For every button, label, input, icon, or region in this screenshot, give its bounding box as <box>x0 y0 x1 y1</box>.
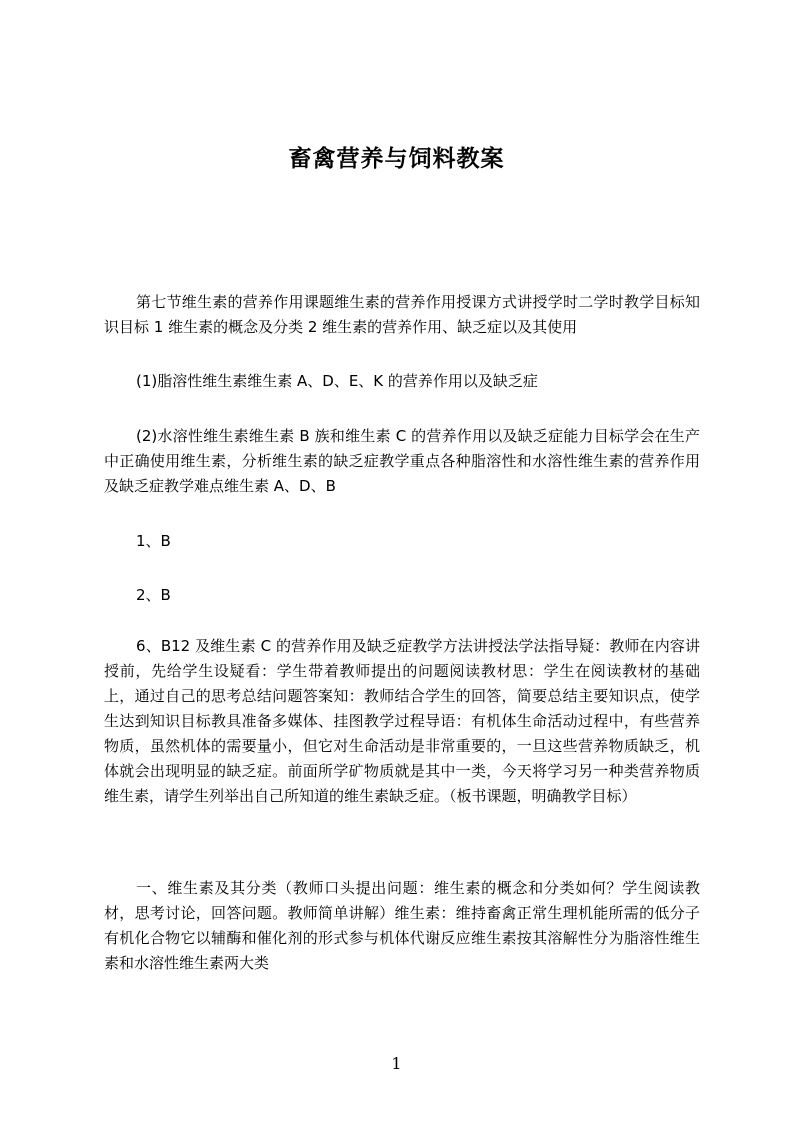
page-number: 1 <box>391 1054 402 1073</box>
paragraph-lesson-overview: 第七节维生素的营养作用课题维生素的营养作用授课方式讲授学时二学时教学目标知识目标 1 维生素的概念及分类 2 维生素的营养作用、缺乏症以及其使用 <box>104 293 700 336</box>
paragraph-item-1: 1、B <box>136 532 171 550</box>
paragraph-section-one: 一、维生素及其分类（教师口头提出问题：维生素的概念和分类如何？学生阅读教材，思考讨论，回答问题。教师简单讲解）维生素：维持畜禽正常生理机能所需的低分子有机化合物它以辅酶和催化剂的形式参与机体代谢反应维生素按其溶解性分为脂溶性维生素和水溶性维生素两大类 <box>104 879 700 972</box>
paragraph-water-soluble: (2)水溶性维生素维生素 B 族和维生素 C 的营养作用以及缺乏症能力目标学会在生产中正确使用维生素，分析维生素的缺乏症教学重点各种脂溶性和水溶性维生素的营养作用及缺乏症教学难点维生素 A、D、B <box>104 427 700 495</box>
paragraph-item-2: 2、B <box>136 586 171 604</box>
paragraph-fat-soluble: (1)脂溶性维生素维生素 A、D、E、K 的营养作用以及缺乏症 <box>136 372 538 390</box>
document-title: 畜禽营养与饲料教案 <box>288 146 505 172</box>
paragraph-teaching-process: 6、B12 及维生素 C 的营养作用及缺乏症教学方法讲授法学法指导疑：教师在内容讲授前，先给学生设疑看：学生带着教师提出的问题阅读教材思：学生在阅读教材的基础上，通过自己的思考总结问题答案知：教师结合学生的回答，简要总结主要知识点，使学生达到知识目标教具准备多媒体、挂图教学过程导语：有机体生命活动过程中，有些营养物质，虽然机体的需要量小，但它对生命活动是非常重要的，一旦这些营养物质缺乏，机体就会出现明显的缺乏症。前面所学矿物质就是其中一类，今天将学习另一种类营养物质维生素，请学生列举出自己所知道的维生素缺乏症。（板书课题，明确教学目标） <box>104 637 700 805</box>
